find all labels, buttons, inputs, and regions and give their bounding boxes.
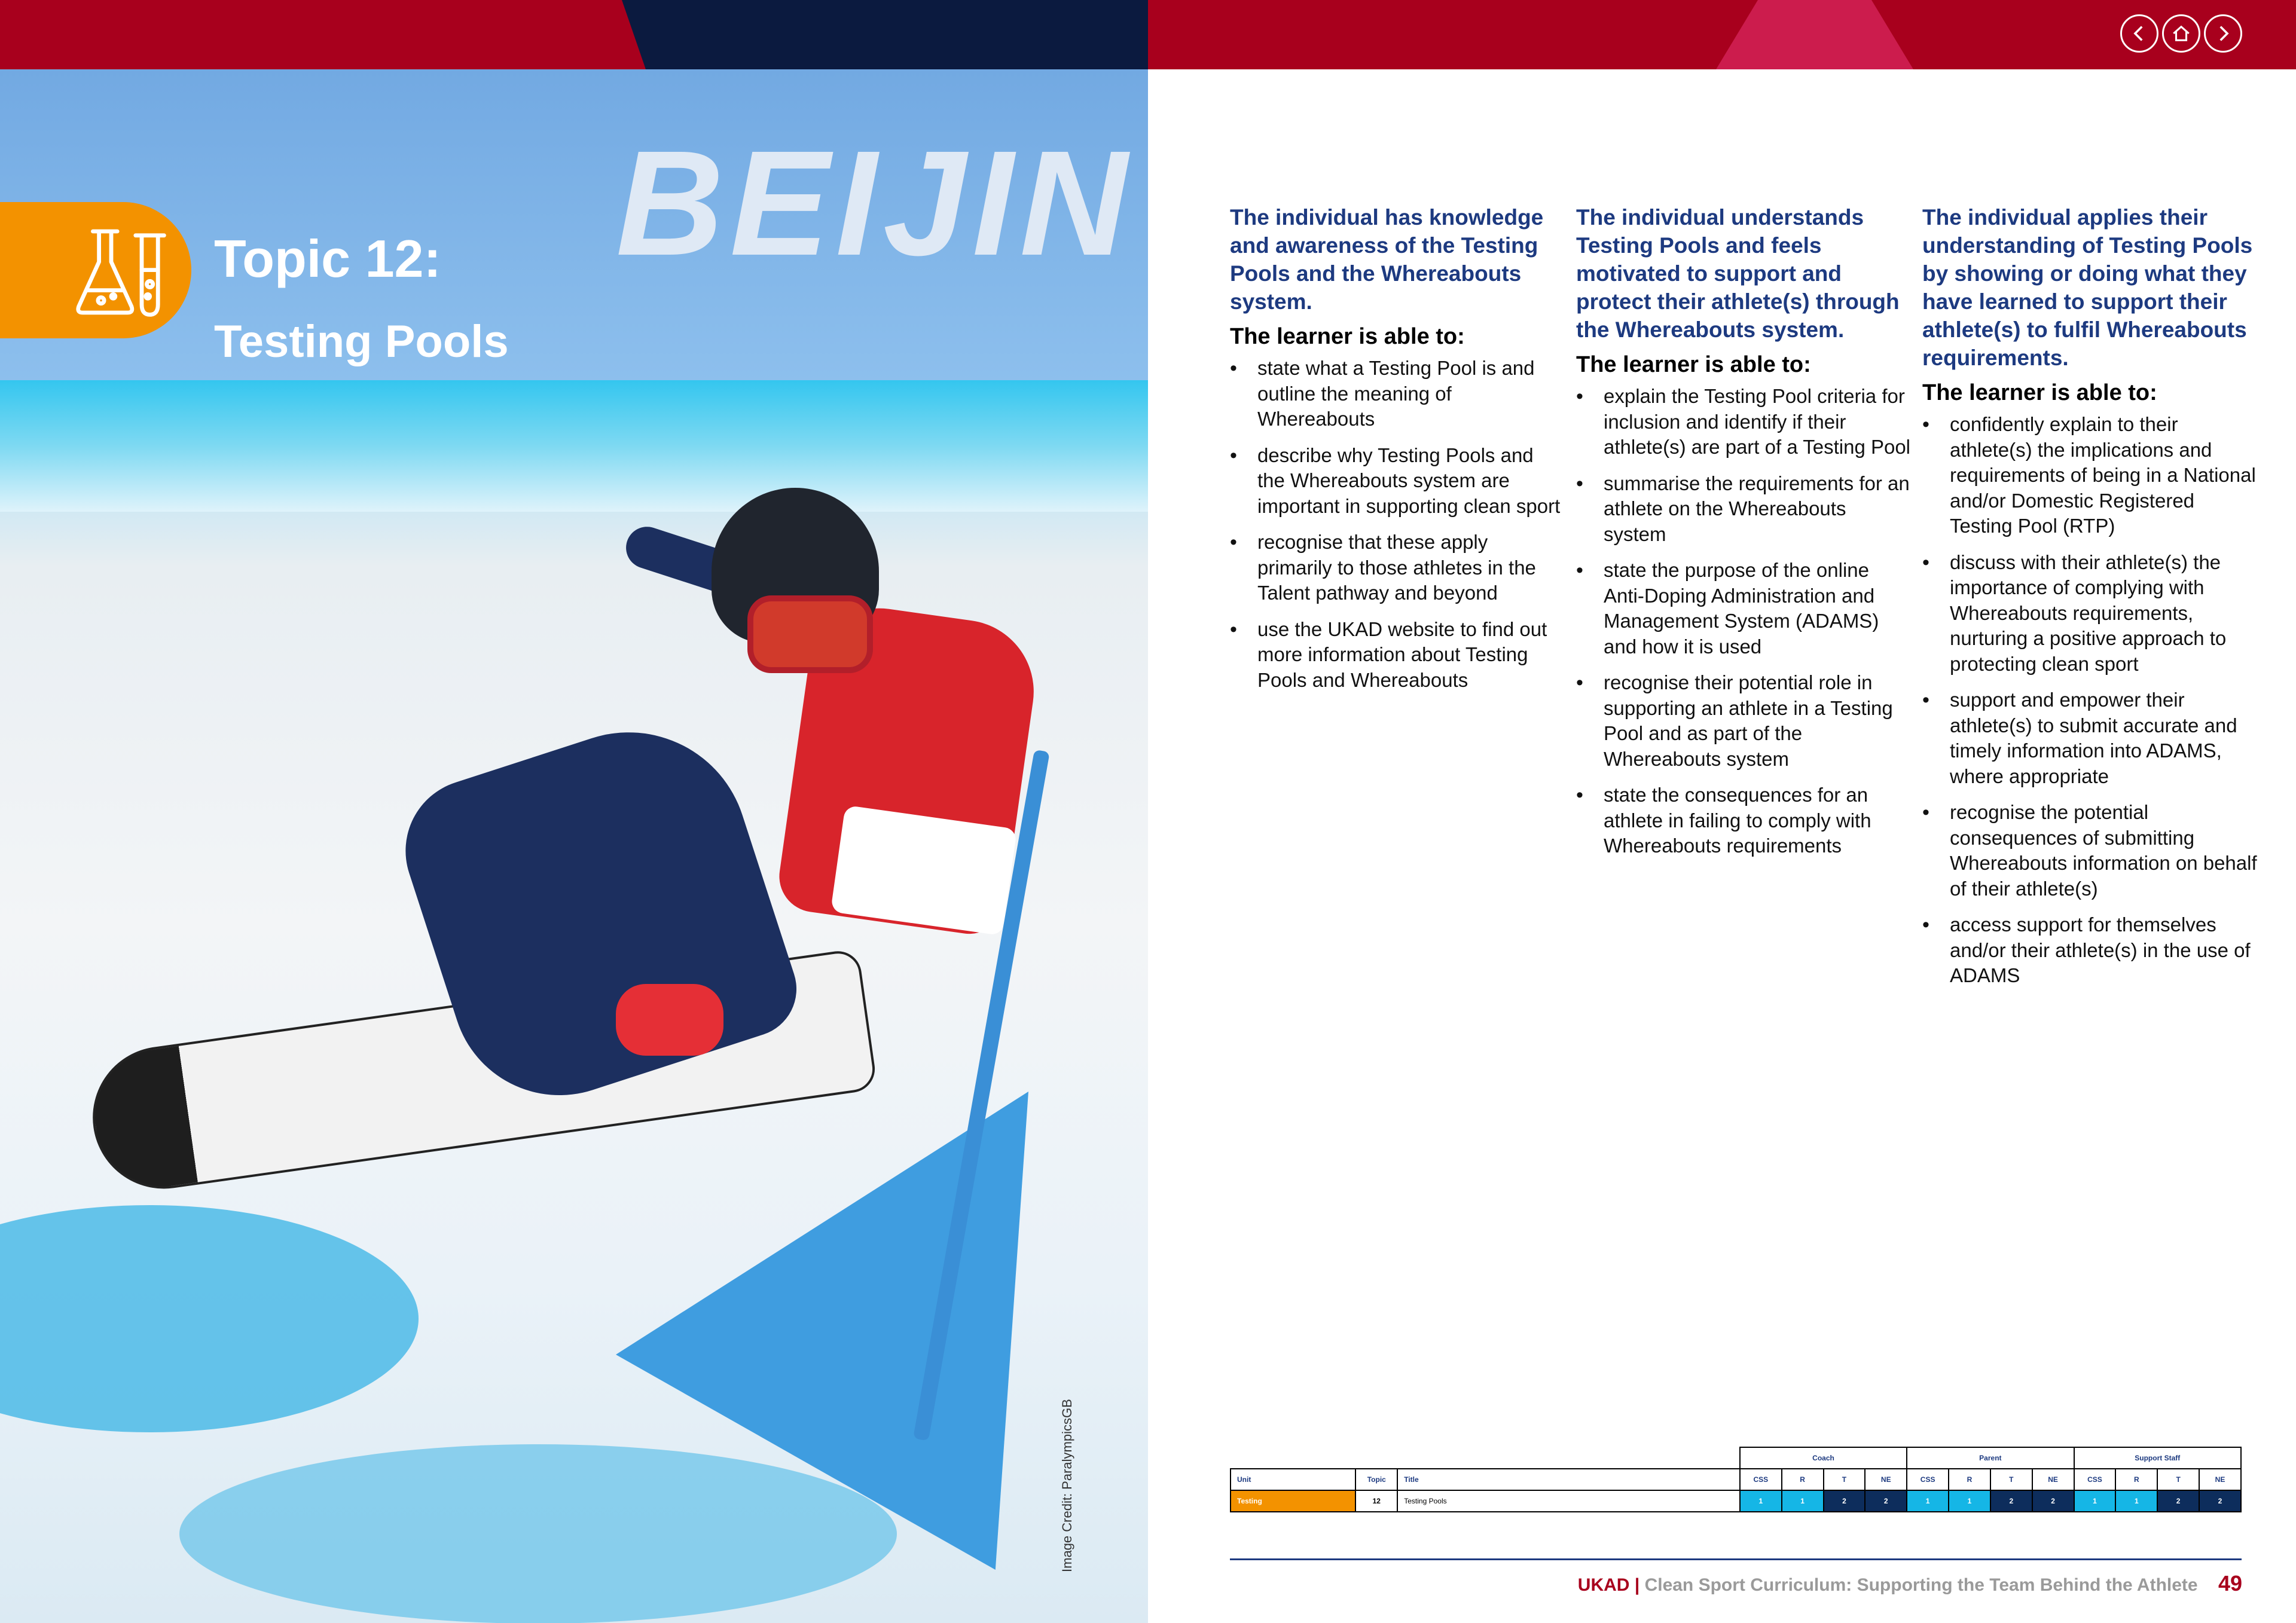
list-item: • access support for themselves and/or their athlete(s) in the use of ADAMS bbox=[1922, 912, 2257, 989]
list-item: • state what a Testing Pool is and outline the meaning of Whereabouts bbox=[1230, 356, 1565, 432]
coach-css: 1 bbox=[1740, 1490, 1782, 1512]
header-level: T bbox=[1824, 1469, 1866, 1490]
list-item: • use the UKAD website to find out more information about Testing Pools and Whereabouts bbox=[1230, 617, 1565, 693]
photo-rider-glove bbox=[616, 984, 723, 1056]
curriculum-level-table bbox=[1230, 1447, 2242, 1512]
footer-brand: UKAD bbox=[1577, 1575, 1630, 1595]
list-item: • recognise their potential role in supporting an athlete in a Testing Pool and as part of the Whereabouts system bbox=[1576, 670, 1911, 772]
footer-rule bbox=[1230, 1558, 2242, 1560]
header-level: CSS bbox=[1907, 1469, 1949, 1490]
header-level: NE bbox=[1865, 1469, 1907, 1490]
header-topic: Topic bbox=[1355, 1469, 1397, 1490]
header-level: CSS bbox=[2074, 1469, 2116, 1490]
list-item: • confidently explain to their athlete(s) the implications and requirements of being in a National and/or Domestic Registered Testing Pool (RTP) bbox=[1922, 412, 2257, 539]
footer-separator: | bbox=[1634, 1575, 1640, 1595]
support-css: 1 bbox=[2074, 1490, 2116, 1512]
header-title: Title bbox=[1397, 1469, 1740, 1490]
list-item: • state the purpose of the online Anti-Doping Administration and Management System (ADAMS) and how it is used bbox=[1576, 558, 1911, 659]
page-number: 49 bbox=[2218, 1571, 2242, 1596]
image-credit: Image Credit: ParalympicsGB bbox=[1060, 1399, 1074, 1572]
outcome-column-3 bbox=[1922, 203, 2257, 1000]
coach-r: 1 bbox=[1782, 1490, 1824, 1512]
outcome-list bbox=[1230, 356, 1565, 693]
list-item: • state the consequences for an athlete in failing to comply with Whereabouts requirements bbox=[1576, 783, 1911, 859]
support-ne: 2 bbox=[2199, 1490, 2241, 1512]
home-icon bbox=[2171, 23, 2191, 44]
footer-document-title: Clean Sport Curriculum: Supporting the Team Behind the Athlete bbox=[1644, 1575, 2198, 1595]
header-level: NE bbox=[2032, 1469, 2074, 1490]
topic-subtitle: Testing Pools bbox=[214, 316, 509, 367]
home-button[interactable] bbox=[2162, 14, 2200, 53]
prev-page-button[interactable] bbox=[2120, 14, 2158, 53]
photo-snow-wall bbox=[0, 380, 1148, 512]
header-level: R bbox=[2115, 1469, 2157, 1490]
group-parent: Parent bbox=[1907, 1447, 2074, 1469]
list-item: • explain the Testing Pool criteria for inclusion and identify if their athlete(s) are part of a Testing Pool bbox=[1576, 384, 1911, 460]
column-heading: The individual understands Testing Pools and feels motivated to support and protect their athlete(s) through the Whereabouts system. bbox=[1576, 205, 1900, 342]
parent-r: 1 bbox=[1949, 1490, 1990, 1512]
coach-ne: 2 bbox=[1865, 1490, 1907, 1512]
parent-ne: 2 bbox=[2032, 1490, 2074, 1512]
column-heading: The individual has knowledge and awareness of the Testing Pools and the Whereabouts system. bbox=[1230, 205, 1544, 314]
column-heading: The individual applies their understanding of Testing Pools by showing or doing what they have learned to support their athlete(s) to fulfil Whereabouts requirements. bbox=[1922, 205, 2253, 370]
list-item: • recognise that these apply primarily to those athletes in the Talent pathway and beyond bbox=[1230, 530, 1565, 606]
next-page-button[interactable] bbox=[2204, 14, 2242, 53]
group-support-staff: Support Staff bbox=[2074, 1447, 2241, 1469]
list-item: • recognise the potential consequences of submitting Whereabouts information on behalf of their athlete(s) bbox=[1922, 800, 2257, 901]
top-bar-pink-stripe bbox=[1716, 0, 1913, 69]
table-group-row bbox=[1231, 1447, 2241, 1469]
page-footer bbox=[1578, 1571, 2242, 1596]
photo-blue-snow bbox=[179, 1444, 897, 1623]
header-level: T bbox=[2157, 1469, 2199, 1490]
support-r: 1 bbox=[2115, 1490, 2157, 1512]
header-level: CSS bbox=[1740, 1469, 1782, 1490]
row-unit: Testing bbox=[1231, 1490, 1355, 1512]
table-header-row bbox=[1231, 1469, 2241, 1490]
outcome-column-2 bbox=[1576, 203, 1911, 870]
list-item: • summarise the requirements for an athlete on the Whereabouts system bbox=[1576, 471, 1911, 548]
coach-t: 2 bbox=[1824, 1490, 1866, 1512]
column-subheading: The learner is able to: bbox=[1230, 324, 1465, 349]
photo-banner-text: BEIJIN bbox=[616, 120, 1134, 286]
column-subheading: The learner is able to: bbox=[1922, 380, 2157, 405]
photo-rider-goggles bbox=[747, 595, 873, 673]
topic-tab bbox=[0, 202, 191, 338]
column-subheading: The learner is able to: bbox=[1576, 352, 1811, 377]
topic-title: Topic 12: bbox=[214, 229, 441, 288]
outcome-list bbox=[1576, 384, 1911, 859]
table-row bbox=[1231, 1490, 2241, 1512]
list-item: • discuss with their athlete(s) the importance of complying with Whereabouts requirements, nurturing a positive approach to protecting clean sport bbox=[1922, 550, 2257, 677]
outcome-list bbox=[1922, 412, 2257, 989]
header-level: R bbox=[1782, 1469, 1824, 1490]
header-unit: Unit bbox=[1231, 1469, 1355, 1490]
chevron-right-icon bbox=[2213, 23, 2233, 44]
list-item: • describe why Testing Pools and the Whereabouts system are important in supporting clean sport bbox=[1230, 443, 1565, 519]
top-bar bbox=[0, 0, 2296, 69]
top-bar-navy-stripe bbox=[622, 0, 1148, 69]
group-coach: Coach bbox=[1740, 1447, 1907, 1469]
row-title: Testing Pools bbox=[1397, 1490, 1740, 1512]
support-t: 2 bbox=[2157, 1490, 2199, 1512]
header-level: T bbox=[1990, 1469, 2032, 1490]
table-empty-cell bbox=[1231, 1447, 1740, 1469]
header-level: R bbox=[1949, 1469, 1990, 1490]
header-level: NE bbox=[2199, 1469, 2241, 1490]
row-topic: 12 bbox=[1355, 1490, 1397, 1512]
page-navigation bbox=[2120, 14, 2242, 53]
parent-t: 2 bbox=[1990, 1490, 2032, 1512]
lab-flasks-icon bbox=[71, 221, 172, 323]
photo-blue-snow bbox=[0, 1205, 419, 1432]
list-item: • support and empower their athlete(s) to submit accurate and timely information into ADAMS, where appropriate bbox=[1922, 687, 2257, 789]
chevron-left-icon bbox=[2129, 23, 2150, 44]
outcome-column-1 bbox=[1230, 203, 1565, 704]
parent-css: 1 bbox=[1907, 1490, 1949, 1512]
